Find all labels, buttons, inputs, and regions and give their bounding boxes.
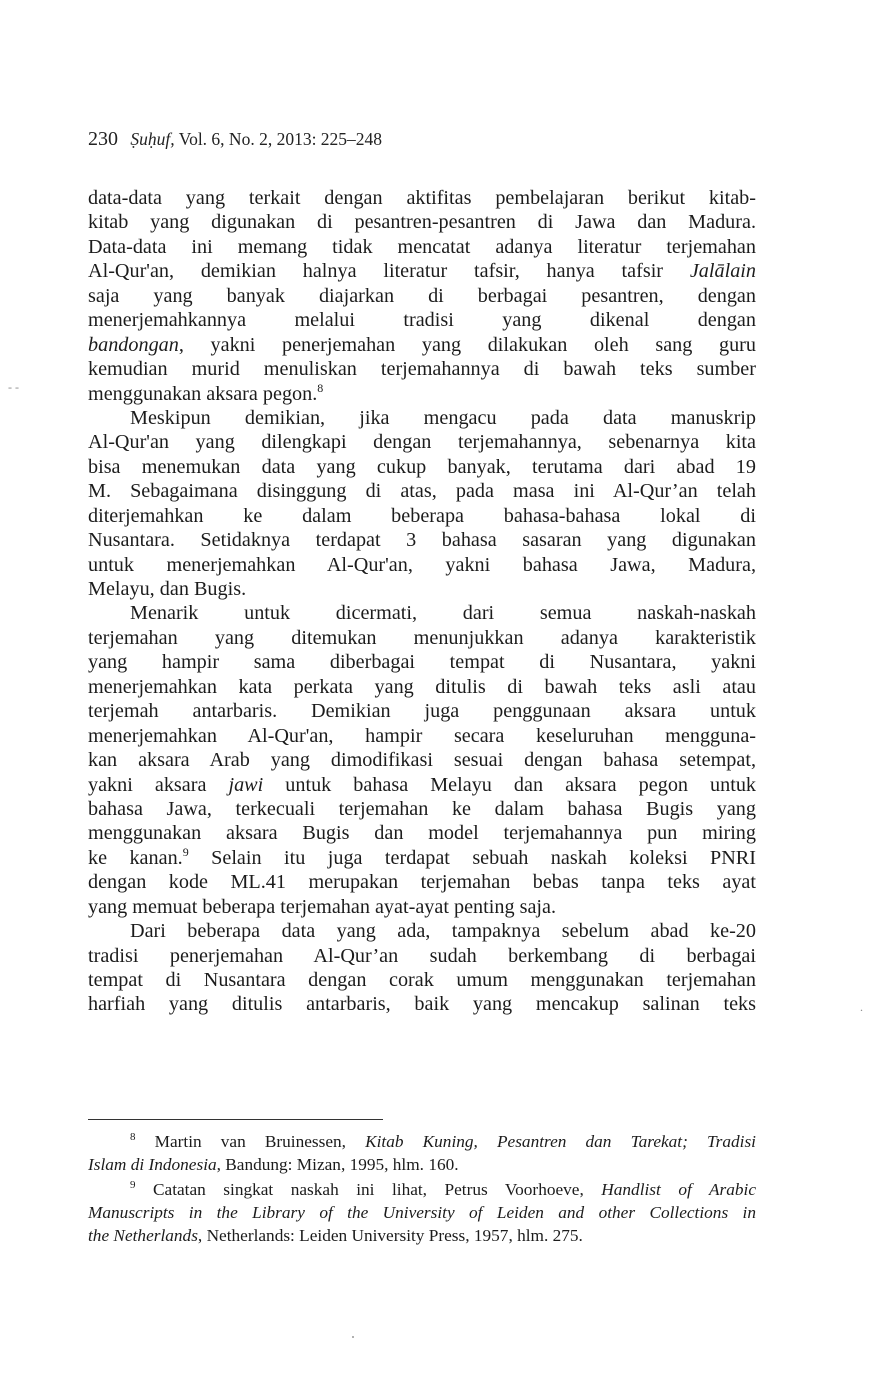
text-line: dengan kode ML.41 merupakan terjemahan bebas tanpa teks ayat <box>88 871 756 894</box>
text-line: Data-data ini memang tidak mencatat adanya literatur terjemahan <box>88 235 756 258</box>
text-line: kemudian murid menuliskan terjemahannya di bawah teks sumber <box>88 358 756 381</box>
text-line: yang memuat beberapa terjemahan ayat-ayat penting saja. <box>88 895 557 918</box>
text-line: ke kanan.$^9$ Selain itu juga terdapat sebuah naskah koleksi PNRI <box>88 844 756 869</box>
text-line: bandongan, yakni penerjemahan yang dilakukan oleh sang guru <box>88 333 756 356</box>
text-line: Melayu, dan Bugis. <box>88 578 247 600</box>
footnote-line: Manuscripts in the Library of the University of Leiden and other Collections in <box>88 1203 756 1222</box>
italic-term: jawi <box>228 773 264 796</box>
text-line: bisa menemukan data yang cukup banyak, terutama dari abad 19 <box>88 455 756 478</box>
text-line: menerjemahkan Al-Qur'an, hampir secara keseluruhan mengguna- <box>88 724 756 747</box>
text-line: yakni aksara jawi untuk bahasa Melayu dan aksara pegon untuk <box>88 773 757 796</box>
italic-term: Jalālain <box>689 260 756 283</box>
main-text <box>88 186 756 1017</box>
footnote-separator <box>88 1119 383 1120</box>
footnote-number: 8 <box>130 1131 136 1143</box>
text-line: terjemah antarbaris. Demikian juga penggunaan aksara untuk <box>88 700 756 723</box>
text-line: yang hampir sama diberbagai tempat di Nusantara, yakni <box>88 651 756 674</box>
text-line: M. Sebagaimana disinggung di atas, pada masa ini Al-Qur’an telah <box>88 480 756 503</box>
scan-mark: - - <box>8 380 19 394</box>
footnote-line: $^8$ Martin van Bruinessen, Kitab Kuning, Pesantren dan Tarekat; Tradisi <box>130 1131 756 1151</box>
footnote-number: 9 <box>130 1179 136 1191</box>
text-line: Menarik untuk dicermati, dari semua naskah-naskah <box>130 602 756 625</box>
text-line: saja yang banyak diajarkan di berbagai pesantren, dengan <box>88 284 756 307</box>
text-line: bahasa Jawa, terkecuali terjemahan ke dalam bahasa Bugis yang <box>88 797 756 820</box>
scan-mark: . <box>860 1000 863 1014</box>
text-line: Meskipun demikian, jika mengacu pada data manuskrip <box>130 406 756 429</box>
scan-dot <box>352 1336 354 1338</box>
text-line: kan aksara Arab yang dimodifikasi sesuai dengan bahasa setempat, <box>88 749 756 772</box>
paragraph-1 <box>88 186 756 406</box>
text-line: kitab yang digunakan di pesantren-pesantren di Jawa dan Madura. <box>88 211 756 234</box>
footnote-ref: 8 <box>317 380 324 395</box>
text-line: menggunakan aksara Bugis dan model terjemahannya pun miring <box>88 822 756 845</box>
text-line: tradisi penerjemahan Al-Qur’an sudah berkembang di berbagai <box>88 944 756 967</box>
footnote-line: Islam di Indonesia, Bandung: Mizan, 1995, hlm. 160. <box>88 1155 459 1174</box>
italic-term: bandongan <box>88 333 179 356</box>
text-line: Nusantara. Setidaknya terdapat 3 bahasa sasaran yang digunakan <box>88 529 756 552</box>
footnote-line: $^9$ Catatan singkat naskah ini lihat, Petrus Voorhoeve, Handlist of Arabic <box>130 1179 757 1199</box>
running-header <box>88 128 382 151</box>
journal-name: Ṣuḥuf, <box>130 129 175 149</box>
paragraph-2 <box>88 406 756 602</box>
paragraph-4 <box>88 919 756 1017</box>
journal-citation: Vol. 6, No. 2, 2013: 225–248 <box>178 129 383 149</box>
footnote-8 <box>88 1130 756 1176</box>
paragraph-3 <box>88 601 756 919</box>
text-line: menerjemahkan kata perkata yang ditulis di bawah teks asli atau <box>88 675 756 698</box>
text-line: harfiah yang ditulis antarbaris, baik yang mencakup salinan teks <box>88 993 756 1016</box>
footnote-9 <box>88 1178 756 1247</box>
footnote-line: the Netherlands, Netherlands: Leiden University Press, 1957, hlm. 275. <box>88 1226 583 1245</box>
text-line: Al-Qur'an, demikian halnya literatur tafsir, hanya tafsir Jalālain <box>88 260 756 283</box>
page-number: 230 <box>88 128 118 150</box>
text-line: untuk menerjemahkan Al-Qur'an, yakni bahasa Jawa, Madura, <box>88 553 756 576</box>
text-line: Dari beberapa data yang ada, tampaknya sebelum abad ke-20 <box>130 920 756 943</box>
footnote-ref: 9 <box>182 844 189 859</box>
footnotes <box>88 1130 756 1249</box>
text-line: terjemahan yang ditemukan menunjukkan adanya karakteristik <box>88 626 756 649</box>
text-line: tempat di Nusantara dengan corak umum menggunakan terjemahan <box>88 969 756 991</box>
text-line: diterjemahkan ke dalam beberapa bahasa-bahasa lokal di <box>88 504 756 527</box>
text-line: menerjemahkannya melalui tradisi yang dikenal dengan <box>88 309 756 332</box>
text-line: Al-Qur'an yang dilengkapi dengan terjemahannya, sebenarnya kita <box>88 431 756 454</box>
text-line: menggunakan aksara pegon.$^8$ <box>88 380 324 405</box>
text-line: data-data yang terkait dengan aktifitas pembelajaran berikut kitab- <box>88 187 756 209</box>
